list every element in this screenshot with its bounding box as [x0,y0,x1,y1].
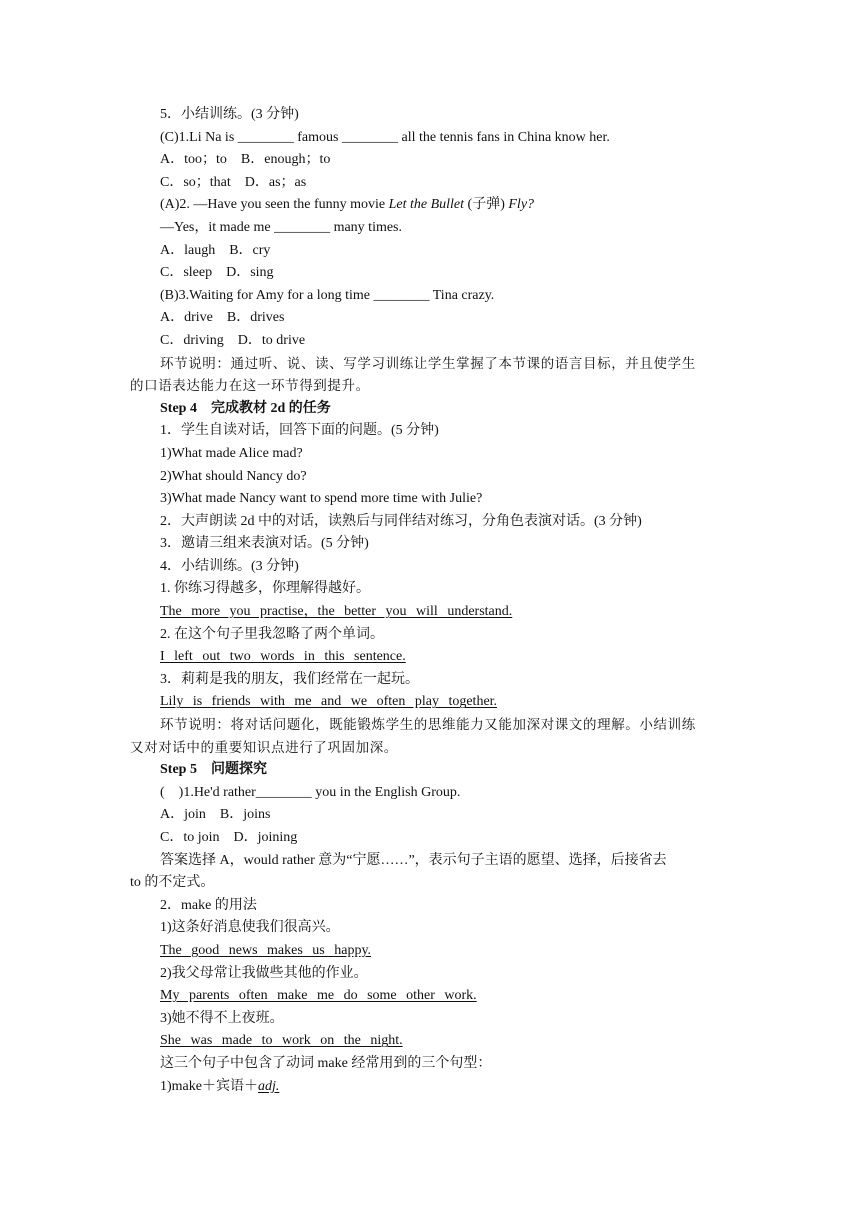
answer-text: The good news makes us happy. [160,942,372,958]
step-4-note-cont: 又对对话中的重要知识点进行了巩固加深。 [130,739,398,755]
section-note-cont: 的口语表达能力在这一环节得到提升。 [130,378,370,394]
translation-answer-3 [130,691,730,714]
question-3-options-a-b: A．drive B．drives [160,310,285,326]
make-pattern-1 [130,1076,730,1099]
answer-text: I left out two words in this sentence. [160,649,406,665]
question-1-options-a-b: A．too；to B．enough；to [160,152,331,168]
make-patterns-intro: 这三个句子中包含了动词 make 经常用到的三个句型： [160,1055,492,1071]
section-note: 环节说明：通过听、说、读、写学习训练让学生掌握了本节课的语言目标，并且使学生 [160,355,696,371]
question-2-reply: —Yes，it made me ________ many times. [160,219,403,235]
answer-explanation-cont: to 的不定式。 [130,875,215,891]
step-5-options-c-d: C．to join D．joining [160,830,298,845]
step-4-heading: Step 4 完成教材 2d 的任务 [160,400,331,416]
translation-answer-2 [130,646,730,669]
step-4-item-3: 3．邀请三组来表演对话。(5 分钟) [160,536,369,552]
translation-prompt-1: 1. 你练习得越多，你理解得越好。 [160,581,370,597]
answer-text: My parents often make me do some other work. [160,988,477,1004]
answer-text: The more you practise，the better you will understand. [160,604,513,620]
question-1-options-c-d: C．so；that D．as；as [160,174,307,190]
pattern-adj: adj. [257,1078,280,1094]
document-body [130,104,730,1098]
make-example-1-en [130,940,730,963]
translation-answer-1 [130,601,730,624]
answer-text: Lily is friends with me and we often play together. [160,694,498,710]
step-4-question-3: 3)What made Nancy want to spend more time with Julie? [160,491,483,507]
make-usage-heading: 2．make 的用法 [160,897,257,913]
translation-prompt-2: 2. 在这个句子里我忽略了两个单词。 [160,626,384,642]
question-3: (B)3.Waiting for Amy for a long time ________ Tina crazy. [160,287,495,303]
translation-prompt-3: 3．莉莉是我的朋友，我们经常在一起玩。 [160,671,419,687]
step-4-note: 环节说明：将对话问题化，既能锻炼学生的思维能力又能加深对课文的理解。小结训练 [160,717,696,733]
answer-explanation: 答案选择 A，would rather 意为“宁愿……”，表示句子主语的愿望、选择，后接省去 [160,852,667,868]
step-4-question-2: 2)What should Nancy do? [160,468,307,484]
question-1: (C)1.Li Na is ________ famous ________ all the tennis fans in China know her. [160,129,610,145]
make-example-1-cn: 1)这条好消息使我们很高兴。 [160,920,340,936]
answer-text: She was made to work on the night. [160,1033,403,1049]
question-2-options-a-b: A．laugh B．cry [160,242,271,258]
step-5-options-a-b: A．join B．joins [160,807,271,823]
movie-title-gloss: (子弹) [464,197,509,213]
movie-title: Let the Bullet [388,197,465,213]
make-example-3-cn: 3)她不得不上夜班。 [160,1010,284,1026]
step-5-question-1: ( )1.He'd rather________ you in the English Group. [160,784,461,800]
section-heading: 5．小结训练。(3 分钟) [160,107,299,122]
make-example-2-en [130,985,730,1008]
step-4-item-1: 1．学生自读对话，回答下面的问题。(5 分钟) [160,423,439,439]
make-example-3-en [130,1030,730,1053]
step-4-item-2: 2．大声朗读 2d 中的对话，读熟后与同伴结对练习，分角色表演对话。(3 分钟) [160,513,642,529]
step-4-question-1: 1)What made Alice mad? [160,445,303,461]
step-4-item-4: 4．小结训练。(3 分钟) [160,558,299,574]
step-5-heading: Step 5 问题探究 [160,762,267,778]
question-2-text: (A)2. —Have you seen the funny movie [160,197,389,213]
question-2 [130,194,730,217]
make-example-2-cn: 2)我父母常让我做些其他的作业。 [160,965,368,981]
movie-title-end: Fly? [508,197,535,213]
question-2-options-c-d: C．sleep D．sing [160,265,274,281]
question-3-options-c-d: C．driving D．to drive [160,332,306,348]
pattern-text: 1)make＋宾语＋ [160,1078,258,1094]
